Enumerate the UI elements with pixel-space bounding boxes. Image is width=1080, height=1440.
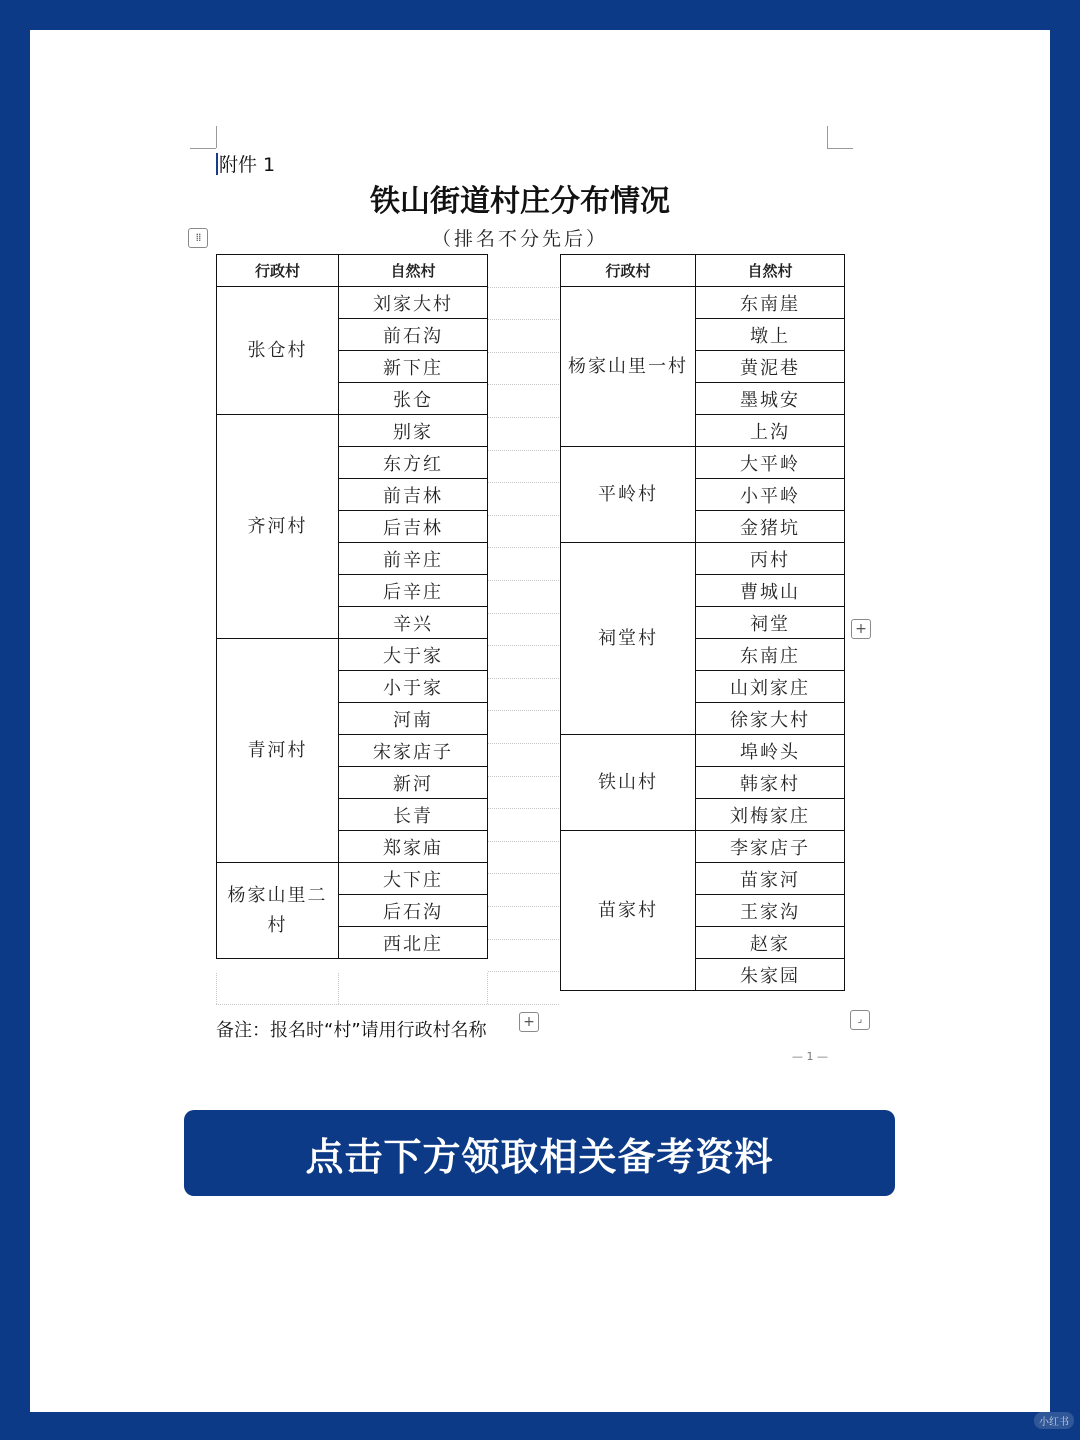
natural-village-cell: 后石沟 <box>339 895 488 927</box>
admin-village-cell: 齐河村 <box>217 415 339 639</box>
admin-village-cell: 杨家山里一村 <box>561 287 696 447</box>
natural-village-cell: 上沟 <box>696 415 845 447</box>
table-row <box>561 735 845 767</box>
natural-village-cell: 韩家村 <box>696 767 845 799</box>
natural-village-cell: 西北庄 <box>339 927 488 959</box>
natural-village-cell: 曹城山 <box>696 575 845 607</box>
natural-village-cell: 前辛庄 <box>339 543 488 575</box>
natural-village-cell: 前吉林 <box>339 479 488 511</box>
table-row <box>561 831 845 863</box>
natural-village-cell: 辛兴 <box>339 607 488 639</box>
natural-village-cell: 埠岭头 <box>696 735 845 767</box>
page-number: — 1 — <box>792 1050 828 1063</box>
table-row <box>217 415 488 447</box>
natural-village-cell: 大平岭 <box>696 447 845 479</box>
document-subtitle: （排名不分先后） <box>431 228 608 250</box>
table-gap-column <box>488 254 559 1004</box>
admin-village-cell: 祠堂村 <box>561 543 696 735</box>
natural-village-cell: 东南崖 <box>696 287 845 319</box>
column-header-natural: 自然村 <box>696 255 845 287</box>
table-move-handle-icon[interactable]: ⁞⁞ <box>188 228 208 248</box>
table-row <box>217 287 488 319</box>
remark-note: 备注：报名时“村”请用行政村名称 <box>216 1020 487 1041</box>
attachment-label[interactable]: 附件 1 <box>216 150 275 177</box>
document-page <box>30 30 1050 1412</box>
natural-village-cell: 后吉林 <box>339 511 488 543</box>
natural-village-cell: 东南庄 <box>696 639 845 671</box>
natural-village-cell: 赵家 <box>696 927 845 959</box>
natural-village-cell: 别家 <box>339 415 488 447</box>
natural-village-cell: 墩上 <box>696 319 845 351</box>
column-header-admin: 行政村 <box>561 255 696 287</box>
natural-village-cell: 王家沟 <box>696 895 845 927</box>
add-column-icon[interactable]: + <box>851 619 871 639</box>
admin-village-cell: 苗家村 <box>561 831 696 991</box>
natural-village-cell: 前石沟 <box>339 319 488 351</box>
natural-village-cell: 徐家大村 <box>696 703 845 735</box>
admin-village-cell: 青河村 <box>217 639 339 863</box>
natural-village-cell: 郑家庙 <box>339 831 488 863</box>
natural-village-cell: 李家店子 <box>696 831 845 863</box>
left-village-table <box>216 254 488 959</box>
table-row <box>217 639 488 671</box>
crop-mark <box>216 126 218 148</box>
table-row <box>217 863 488 895</box>
natural-village-cell: 朱家园 <box>696 959 845 991</box>
column-header-natural: 自然村 <box>339 255 488 287</box>
natural-village-cell: 张仓 <box>339 383 488 415</box>
admin-village-cell: 张仓村 <box>217 287 339 415</box>
natural-village-cell: 新下庄 <box>339 351 488 383</box>
natural-village-cell: 墨城安 <box>696 383 845 415</box>
admin-village-cell: 平岭村 <box>561 447 696 543</box>
admin-village-cell: 杨家山里二村 <box>217 863 339 959</box>
natural-village-cell: 东方红 <box>339 447 488 479</box>
text-cursor <box>216 153 218 175</box>
natural-village-cell: 金猪坑 <box>696 511 845 543</box>
natural-village-cell: 长青 <box>339 799 488 831</box>
empty-table-row <box>216 973 559 1004</box>
natural-village-cell: 黄泥巷 <box>696 351 845 383</box>
natural-village-cell: 大于家 <box>339 639 488 671</box>
natural-village-cell: 小于家 <box>339 671 488 703</box>
natural-village-cell: 后辛庄 <box>339 575 488 607</box>
right-village-table <box>560 254 845 991</box>
natural-village-cell: 河南 <box>339 703 488 735</box>
column-header-admin: 行政村 <box>217 255 339 287</box>
table-row <box>561 543 845 575</box>
natural-village-cell: 祠堂 <box>696 607 845 639</box>
crop-mark <box>827 126 829 148</box>
natural-village-cell: 大下庄 <box>339 863 488 895</box>
crop-mark <box>827 148 853 150</box>
watermark-logo: 小红书 <box>1034 1412 1074 1429</box>
admin-village-cell: 铁山村 <box>561 735 696 831</box>
natural-village-cell: 刘家大村 <box>339 287 488 319</box>
natural-village-cell: 宋家店子 <box>339 735 488 767</box>
document-title: 铁山街道村庄分布情况 <box>370 184 670 219</box>
table-resize-icon[interactable]: ⌟ <box>850 1010 870 1030</box>
table-row <box>561 447 845 479</box>
natural-village-cell: 刘梅家庄 <box>696 799 845 831</box>
natural-village-cell: 山刘家庄 <box>696 671 845 703</box>
natural-village-cell: 小平岭 <box>696 479 845 511</box>
table-row <box>561 287 845 319</box>
natural-village-cell: 丙村 <box>696 543 845 575</box>
natural-village-cell: 新河 <box>339 767 488 799</box>
get-materials-button[interactable]: 点击下方领取相关备考资料 <box>184 1110 895 1196</box>
add-row-icon[interactable]: + <box>519 1012 539 1032</box>
natural-village-cell: 苗家河 <box>696 863 845 895</box>
crop-mark <box>190 148 216 150</box>
